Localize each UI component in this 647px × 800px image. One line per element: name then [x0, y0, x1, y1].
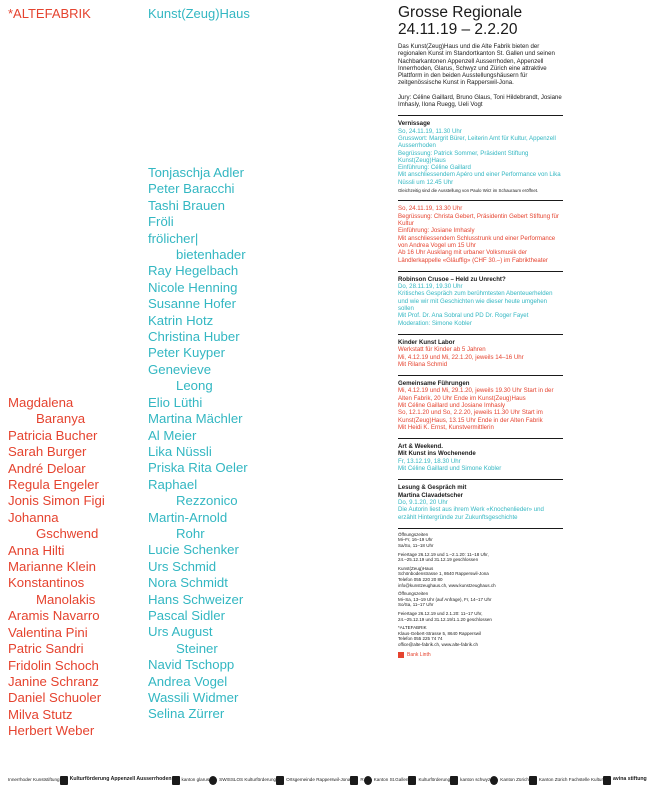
event-heading: Robinson Crusoe – Held zu Unrecht?	[398, 275, 506, 283]
artist-name: Martin-Arnold	[148, 509, 228, 525]
artist-name: Fridolin Schoch	[8, 657, 99, 673]
artist-name: Tonjaschja Adler	[148, 165, 245, 180]
bank-name: Bank Linth	[407, 651, 431, 658]
artist-name: Lucie Schenker	[148, 542, 239, 558]
artist-name: Nicole Henning	[148, 279, 238, 295]
artist-name: Katrin Hotz	[148, 312, 214, 328]
sponsor-logo	[450, 776, 490, 785]
artist-name: Genevieve	[148, 361, 212, 377]
event-details: Mi, 4.12.19 und Mi, 29.1.20, jeweils 19.30 Uhr Start in der Alten Fabrik, 20 Uhr Ende im Kunst(Zeug)Haus Mit Céline Gaillard und Josiane Imhasly So, 12.1.20 und So, 2.2.20, jeweils 11.30 Uhr Start im Kunst(Zeug)Haus, 13.15 Uhr Ende in der Alten Fabrik Mit Heidi K. Ernst, Kunstvermittlerin	[398, 387, 554, 431]
sponsor-name: kanton glarus	[181, 777, 210, 783]
sponsor-name: avina stiftung	[612, 776, 647, 783]
artist-name: Tashi Brauen	[148, 197, 225, 213]
sponsor-emblem-icon	[276, 776, 284, 785]
sponsor-emblem-icon	[490, 776, 498, 785]
artist-name: Valentina Pini	[8, 624, 88, 640]
artist-name: Herbert Weber	[8, 723, 95, 739]
info-block: Öffnungszeiten Mi–Sa, 13–19 Uhr (auf Anfrage), Fr, 14–17 Uhr So/Sa, 11–17 Uhr	[398, 591, 492, 608]
altefabrik-logo: *ALTEFABRIK	[8, 6, 91, 21]
event-details: Do, 9.1.20, 20 Uhr Die Autorin liest aus ihrem Werk «Knochenlieder» und erzählt Hintergründe zur Zukunftsgeschichte	[398, 498, 544, 521]
artist-name: Jonis Simon Figi	[8, 493, 105, 509]
sponsor-name: Kanton Zürich Fachstelle Kultur	[538, 777, 603, 783]
sponsor-logo	[276, 776, 350, 785]
sponsor-emblem-icon	[60, 776, 68, 785]
sponsor-logo	[529, 776, 603, 785]
bank-linth-sponsor	[398, 652, 563, 658]
artist-name: Susanne Hofer	[148, 296, 236, 312]
artist-name: Lika Nüssli	[148, 443, 212, 459]
artist-name: Gschwend	[36, 526, 99, 542]
info-block: Öffnungszeiten Mi–Fr, 16–19 Uhr Sa/So, 11–18 Uhr	[398, 531, 434, 549]
sponsor-logo	[60, 776, 172, 785]
exhibition-name: Grosse Regionale	[398, 4, 523, 21]
sponsor-logo-row	[8, 770, 647, 790]
opening-hours-info	[398, 528, 563, 648]
sponsor-logo	[603, 776, 647, 785]
artist-name: Andrea Vogel	[148, 673, 228, 689]
sponsor-emblem-icon	[450, 776, 458, 785]
sponsor-emblem-icon	[172, 776, 180, 785]
artist-name: Wassili Widmer	[148, 690, 239, 705]
sponsor-name: kanton schwyz	[460, 777, 491, 783]
artist-name: Urs August	[148, 624, 213, 640]
event-heading: Lesung & Gespräch mit Martina Clavadetscher	[398, 484, 467, 499]
exhibition-title	[398, 4, 563, 38]
artist-name: Manolakis	[36, 591, 96, 607]
artist-name: Pascal Sidler	[148, 607, 225, 623]
artist-name: Baranya	[36, 411, 86, 427]
event-list	[398, 115, 563, 520]
artist-name: frölicher|	[148, 230, 199, 246]
event-item	[398, 271, 563, 327]
artist-name: Nora Schmidt	[148, 575, 228, 591]
sponsor-name: Kanton Zürich	[500, 777, 529, 783]
sponsor-name: Kanton St.Gallen	[373, 777, 409, 783]
event-note: Gleichzeitig sind die Ausstellung von Paulo Wirz im Schauraum eröffnet.	[398, 188, 539, 194]
sponsor-name: Kulturförderung Appenzell Ausserrhoden	[69, 776, 172, 783]
event-details: So, 24.11.19, 11.30 Uhr Grusswort: Margrit Bürer, Leiterin Amt für Kultur, Appenzell Ausserrhoden Begrüssung: Patrick Sommer, Präsident Stiftung Kunst(Zeug)Haus Einführung: Céline Gaillard Mit anschliessendem Apéro und einer Performance von Lika Nüssli um 12.45 Uhr	[398, 127, 561, 186]
artist-name: Fröli	[148, 214, 174, 230]
artist-name: Steiner	[176, 640, 218, 656]
event-item	[398, 115, 563, 193]
artist-name: Peter Baracchi	[148, 181, 235, 197]
artist-name: André Deloar	[8, 460, 86, 476]
event-details: Fr, 13.12.19, 18.30 Uhr Mit Céline Gaillard und Simone Kobler	[398, 457, 502, 473]
sponsor-name: Ortsgemeinde Rapperswil-Jona	[286, 777, 351, 783]
artist-name: Hans Schweizer	[148, 591, 244, 607]
info-block: Feiertage 26.12.19 und 2.1.20: 11–17 Uhr, 24.–25.12.19 und 31.12.19/1.1.20 geschlossen	[398, 610, 492, 622]
artist-name: Priska Rita Oeler	[148, 460, 248, 476]
sponsor-logo	[490, 776, 529, 785]
sponsor-logo	[408, 776, 450, 785]
sponsor-logo	[364, 776, 409, 785]
artist-list-altefabrik	[8, 395, 148, 740]
artist-name: Milva Stutz	[8, 706, 73, 722]
sponsor-emblem-icon	[529, 776, 537, 785]
exhibition-dates: 24.11.19 – 2.2.20	[398, 21, 518, 38]
event-heading: Vernissage	[398, 120, 431, 128]
artist-name: Daniel Schuoler	[8, 690, 102, 706]
sponsor-name: SWISSLOS Kulturförderung	[219, 777, 277, 783]
artist-name: Patric Sandri	[8, 641, 84, 657]
artist-name: Al Meier	[148, 427, 197, 443]
event-item	[398, 438, 563, 472]
sponsor-emblem-icon	[603, 776, 611, 785]
artist-name: Martina Mächler	[148, 411, 243, 427]
event-details: So, 24.11.19, 13.30 Uhr Begrüssung: Christa Gebert, Präsidentin Gebert Stiftung für Kultur Einführung: Josiane Imhasly Mit anschliessendem Schlusstrunk und einer Performance von Andrea Vogel um 15 Uhr Ab 16 Uhr Ausklang mit urbaner Volksmusik der Ländlerkappelle «Gläuffig» (CHF 30.–) im Fabriktheater	[398, 205, 559, 264]
event-item	[398, 200, 563, 263]
info-column	[398, 4, 563, 658]
artist-name: Aramis Navarro	[8, 608, 100, 624]
sponsor-name: Kulturförderung	[418, 777, 451, 783]
info-block: *ALTEFABRIK Klaus-Gebert-Strasse 5, 8640 Rapperswil Telefon 055 225 74 74 office@alte-fabrik.ch, www.alte-fabrik.ch	[398, 625, 482, 647]
info-block: Kunst(Zeug)Haus Schönbodenstrasse 1, 8640 Rapperswil-Jona Telefon 055 220 20 80 info@kunstzeughaus.ch, www.kunstzeughaus.ch	[398, 565, 496, 588]
artist-name: bietenhader	[176, 247, 246, 263]
intro-text: Das Kunst(Zeug)Haus und die Alte Fabrik bieten der regionalen Kunst im Standortkanton St. Gallen und seinen Nachbarkantonen Appenzell Ausserrhoden, Appenzell Innerrhoden, Glarus, Schwyz und Zürich eine attraktive Plattform in den beiden Ausstellungshäusern für zeitgenössische Kunst in Rapperswil-Jona.	[398, 43, 555, 87]
sponsor-logo	[8, 777, 60, 782]
event-heading: Kinder Kunst Labor	[398, 338, 455, 346]
event-item	[398, 375, 563, 431]
artist-name: Christina Huber	[148, 329, 240, 345]
artist-name: Navid Tschopp	[148, 657, 235, 673]
artist-list-kunstzeughaus	[148, 165, 298, 723]
sponsor-name: Innerrhoder Kunststiftung	[8, 777, 60, 783]
artist-name: Rezzonico	[176, 493, 238, 509]
artist-name: Rohr	[176, 525, 205, 541]
artist-name: Ray Hegelbach	[148, 263, 239, 279]
sponsor-logo	[350, 776, 363, 785]
sponsor-emblem-icon	[364, 776, 372, 785]
artist-name: Konstantinos	[8, 575, 85, 591]
artist-name: Leong	[176, 378, 213, 394]
sponsor-emblem-icon	[209, 776, 217, 785]
jury-text: Jury: Céline Gaillard, Bruno Glaus, Toni Hildebrandt, Josiane Imhasly, Ilona Ruegg, Ueli Vogt	[398, 93, 562, 109]
sponsor-logo	[172, 776, 210, 785]
artist-name: Johanna	[8, 509, 59, 525]
artist-name: Raphael	[148, 476, 198, 492]
event-heading: Art & Weekend. Mit Kunst ins Wochenende	[398, 443, 476, 458]
artist-name: Anna Hilti	[8, 542, 65, 558]
artist-name: Janine Schranz	[8, 673, 99, 689]
sponsor-name: R	[360, 777, 364, 783]
artist-name: Elio Lüthi	[148, 394, 203, 410]
event-details: Werkstatt für Kinder ab 5 Jahren Mi, 4.12.19 und Mi, 22.1.20, jeweils 14–16 Uhr Mit Rilana Schmid	[398, 346, 524, 368]
event-item	[398, 334, 563, 368]
info-block: Feiertage 26.12.19 und 1.–2.1.20: 11–18 Uhr, 24.–25.12.19 und 31.12.19 geschlossen	[398, 551, 489, 563]
artist-name: Sarah Burger	[8, 444, 87, 460]
artist-name: Regula Engeler	[8, 477, 99, 493]
artist-name: Patricia Bucher	[8, 427, 98, 443]
event-details: Do, 28.11.19, 19.30 Uhr Kritisches Gespräch zum berühmtesten Abenteuerhelden und wie wir mit Geschichten wie dieser heute umgehen sollen Mit Prof. Dr. Ana Sobral und PD Dr. Roger Fayet Moderation: Simone Kobler	[398, 283, 553, 327]
artist-name: Magdalena	[8, 395, 74, 410]
sponsor-emblem-icon	[408, 776, 416, 785]
artist-name: Marianne Klein	[8, 559, 96, 575]
event-heading: Gemeinsame Führungen	[398, 380, 470, 388]
kunstzeughaus-logo: Kunst(Zeug)Haus	[148, 6, 250, 21]
artist-name: Peter Kuyper	[148, 345, 225, 361]
artist-name: Selina Zürrer	[148, 706, 225, 722]
artist-name: Urs Schmid	[148, 558, 217, 574]
sponsor-emblem-icon	[350, 776, 358, 785]
event-item	[398, 479, 563, 520]
sponsor-logo	[209, 776, 276, 785]
bank-logo-icon	[398, 652, 404, 658]
